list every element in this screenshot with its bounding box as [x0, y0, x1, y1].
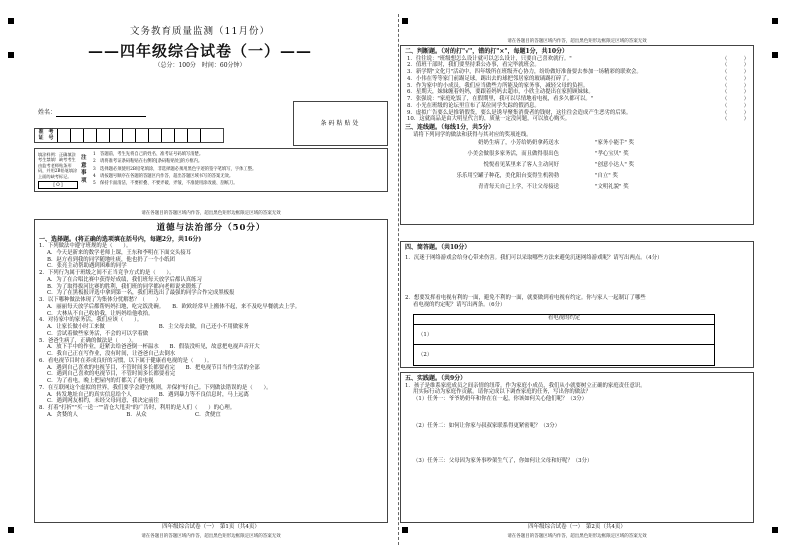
answer-option: C．尝试着做些家务活，不会的可以学着做 [47, 330, 149, 337]
id-cell[interactable] [135, 129, 148, 142]
fill-example: 填涂样例：正确填涂 [38, 152, 76, 157]
match-award[interactable]: "孝心宝贝" 奖 [595, 151, 629, 158]
table-row[interactable]: （1） [414, 325, 714, 345]
answer-bracket[interactable]: （ ） [722, 96, 749, 102]
registration-mark [8, 527, 14, 533]
exam-id-grid[interactable] [34, 128, 224, 143]
task-text: （2）任务二：如何让你家与叔叔家联系得更紧密呢？（3分） [413, 422, 561, 429]
judge-item [405, 76, 749, 83]
answer-option: A．遇到自己喜欢的电视节目，不管时间多长都要看完 B．把电视节目当作生活的全部 [47, 364, 260, 371]
question-text: 4．对待家中的家务活，我们应该（ ）。 [39, 317, 143, 324]
notice-label: 注意事项 [81, 155, 87, 185]
table-row[interactable]: （2） [418, 352, 433, 358]
judge-item [405, 116, 749, 123]
question-text: 8．打着"打折""买一送一""清仓大甩卖"的广告时，利用的是人们（ ）的心理。 [39, 405, 236, 412]
question-text: 1．孩子是维系家庭成员之间亲情的纽带。作为家庭小成员，我们从小就要树立正确的家庭责任意识。 [405, 382, 646, 389]
question-text: 6．看电视节目时在养成良好的习惯，以下属于健康看电视的是（ ）。 [39, 357, 213, 364]
answer-option: C．遇到网友相约，未经父母同意，我决定前往 [47, 398, 159, 405]
id-cell[interactable] [83, 129, 96, 142]
page-footer: 四年级综合试卷（一） 第1页（共4页） [162, 524, 260, 530]
judge-text: 10．这就商品是由大明星代言的，质量一定没问题，可以放心购买。 [407, 116, 571, 123]
section-title: 三、连线题。（每线1分，共5分） [405, 124, 495, 131]
mcq-list [39, 243, 383, 419]
match-behavior[interactable]: 小美会做很多家务活，而且做得很出色 [467, 151, 559, 158]
judge-text: 7．张强说："家庭吃饭了，在假期里，我可以尽情地看电视，看多久都可以。" [407, 96, 594, 102]
answer-bracket[interactable]: （ ） [722, 109, 749, 116]
id-cell[interactable] [70, 129, 83, 142]
match-behavior[interactable]: 青青每天自己上学，不让父母接送 [467, 184, 559, 191]
answer-option: B．赵方看到我的同学随地吐痰，他也扔了一个小纸团 [47, 256, 175, 263]
registration-mark [772, 52, 778, 58]
judge-item [405, 103, 749, 110]
answer-bracket[interactable]: （ ） [722, 75, 749, 82]
match-behavior[interactable]: 乐乐用空罐子种花，美化阳台变得生机勃勃 [456, 173, 559, 180]
match-award[interactable]: "自立" 奖 [595, 173, 618, 180]
match-left-column [409, 138, 559, 193]
section-title: 二、判断题。（对的打"√"，错的打"×"，每题1分，共10分） [405, 48, 569, 55]
name-field[interactable] [56, 116, 146, 117]
id-cell[interactable] [161, 129, 174, 142]
match-behavior[interactable]: 奶奶生病了，小芳给奶奶拿药送水 [467, 140, 559, 147]
registration-mark [8, 18, 14, 24]
notice-item: 1 答题前，考生先将自己的姓名、准考证号码填写清楚。 [93, 152, 204, 157]
answer-option: C．遇到自己喜欢的电视节目，不管时间多长都要看完 [47, 371, 176, 378]
answer-option: A．转发地址自己的真实信息给个人 B．遇到暴力等不良信息时，马上远离 [47, 391, 249, 398]
question-text: 2．下列行为属于班级之间不正当竞争方式的是（ ）。 [39, 270, 175, 277]
right-answer-area-bottom [400, 372, 754, 523]
judge-text: 6．星期天，妹妹缠着妈妈，要跟着妈妈去超市，小欣主动提出在家照顾妹妹。 [407, 89, 594, 96]
part-title: 道德与法治部分（50分） [156, 223, 266, 233]
id-cell[interactable] [148, 129, 161, 142]
id-cell[interactable] [187, 129, 200, 142]
match-award[interactable]: "文明礼貌" 奖 [595, 184, 629, 191]
exam-meta: （总分：100分 时间：60分钟） [154, 62, 246, 69]
instructions-box [34, 148, 388, 192]
right-answer-area-mid [400, 241, 754, 368]
answer-option: A．为了在合唱比赛中获得好成绩，我们班每天放学后都认真练习 [47, 276, 202, 283]
judge-text: 1．往往说："班级想怎么设计就可以怎么设计，只要自己喜欢就行。" [407, 55, 572, 62]
barcode-box [293, 101, 388, 146]
judge-text: 4．小伟在等等家门前踢足球，踢出去的球把邻居家的玻璃踢打碎了。 [407, 75, 573, 82]
judge-item [405, 69, 749, 76]
judge-item [405, 96, 749, 103]
area-notice: 请在各题目的答题区域内作答，超出黑色矩形边框限定区域的答案无效 [141, 534, 281, 539]
answer-option: C．为了看电，晚上把屋内的灯都关了看电视 [47, 378, 154, 385]
task-text: （1）任务一：爷爷奶奶年和你在在一起，你该如何关心他们呢？（3分） [413, 396, 587, 402]
answer-bracket[interactable]: （ ） [722, 116, 749, 123]
match-behavior[interactable]: 悦悦看见某里来了客人主动问好 [472, 162, 559, 169]
absent-box[interactable]: [ O ] [38, 181, 78, 188]
question-text: 7．在互联网这个虚拟的世界，我们要学会遵守规则，并保护好自己。下列做法错误的是（ ）。 [39, 384, 272, 391]
question-text: 5．爸爸生病了，正确的做法是（ ）。 [39, 337, 137, 344]
match-award[interactable]: "创意小达人" 奖 [595, 162, 635, 169]
answer-bracket[interactable]: （ ） [722, 62, 749, 69]
id-cell[interactable] [200, 129, 213, 142]
area-notice: 请在各题目的答题区域内作答，超出黑色矩形边框限定区域的答案无效 [141, 211, 281, 216]
answer-bracket[interactable]: （ ） [722, 82, 749, 89]
agency-title: 文务教育质量监测（11月份） [129, 26, 271, 37]
agreement-table[interactable] [413, 314, 715, 366]
judge-text: 8．小光在班级的论坛里宣布了某位同学失踪的假消息。 [407, 102, 540, 109]
section-title: 四、简答题。（共10分） [405, 244, 471, 251]
answer-bracket[interactable]: （ ） [722, 55, 749, 62]
id-label: 证 号 [38, 134, 54, 141]
question-text: 用实际行动为家庭作贡献。请你完成以下调查家庭的任务，写出你的做法？ [413, 389, 591, 396]
notice-item: 4 请按题号顺序在各题的答题区内作答，超出答题区域书写的答案无效。 [93, 173, 234, 179]
answer-option: A．今天是新来的数学老师上课，王东和李明在下面交头接耳 [47, 249, 192, 256]
notice-item: 2 请将准考证条码粘贴在右侧的[条码粘贴处]的方框内。 [93, 159, 203, 165]
judge-text: 5．作为家中的小成员，我们应当做些力所能及的家务事，减轻父母的负担。 [407, 82, 589, 89]
judge-item [405, 62, 749, 69]
answer-option: A．放下手中的作业，赶紧去给爸爸倒一杯温水 B．假装没听见，故意把电视声音开大 [47, 344, 260, 351]
exam-title: ——四年级综合试卷（一）—— [87, 42, 312, 60]
question-text: 3．以下哪种做法体现了为集体分忧解愁？（ ） [39, 297, 162, 304]
barcode-label: 条码粘贴处 [320, 119, 361, 127]
name-label: 姓名： [38, 109, 57, 116]
answer-bracket[interactable]: （ ） [722, 69, 749, 75]
judge-list [405, 56, 749, 124]
match-intro: 请将下列同学的做法和获得与其对应的奖项连线。 [413, 131, 532, 138]
answer-bracket[interactable]: （ ） [722, 102, 749, 109]
id-cell[interactable] [122, 129, 135, 142]
match-right-column [595, 138, 634, 193]
section-title: 五、实践题。（共9分） [405, 375, 467, 382]
area-notice: 请在各题目的答题区域内作答，超出黑色矩形边框限定区域的答案无效 [507, 39, 647, 44]
registration-mark [772, 527, 778, 533]
registration-mark [772, 18, 778, 24]
right-answer-area-top [400, 45, 754, 225]
section-title: 一、选择题。(将正确的选项填在括号内，每题2分，共16分) [39, 235, 202, 243]
absent-warning: 考生禁填！缺考考生由监考老师贴条形码，并用2B铅笔填涂上面的缺考标记。 [38, 157, 78, 179]
table-header: 看电视的约定 [414, 315, 714, 325]
answer-option: A．让家长做小时工来做 B．主父母去做，自己还小不用做家务 [47, 324, 249, 331]
area-notice: 请在各题目的答题区域内作答，超出黑色矩形边框限定区域的答案无效 [507, 534, 647, 539]
question-text: 2．想要发挥看电视有利的一面，避免不利的一面，就要做到看电视有约定。你与家人一起制订了哪些 [405, 295, 646, 302]
id-cell[interactable] [57, 129, 70, 142]
id-cell[interactable] [174, 129, 187, 142]
registration-mark [402, 18, 408, 24]
answer-option: B．为了取得拔河比赛的胜利，我们班的同学都向老师说来锻炼了 [47, 283, 202, 290]
judge-item [405, 89, 749, 96]
judge-text: 3．新学期"文化月"活动中，四年级所在班级齐心协力，纷纷做好准备要去参加一场精彩的联欢会。 [407, 69, 642, 75]
question-text: 1．沉迷于网络游戏会给身心带来伤害。我们可以采取哪些方法来避免沉迷网络游戏呢？请写出两点。（4分） [405, 254, 663, 261]
id-label: 准 考 [38, 129, 54, 135]
question-text: 1．下列做法中遵守班规的是（ ）。 [39, 243, 132, 250]
judge-text: 9．虚拟广告要么是推销假货，要么是诱导聚集消费者的钱财，这往往会造成产生恶劣的后果。 [407, 109, 632, 116]
page-footer: 四年级综合试卷（一） 第2页（共4页） [528, 524, 626, 530]
judge-text: 2．值班干部时，我们要坚持秉公办事，看完毕就班会。 [407, 62, 540, 69]
id-cell[interactable] [109, 129, 122, 142]
answer-option: C．我自己正在写作业，没有时间，让爸爸自己去倒水 [47, 351, 176, 358]
match-award[interactable]: "家务小能手" 奖 [595, 140, 635, 147]
fold-line [398, 14, 399, 545]
id-cell[interactable] [96, 129, 109, 142]
task-text: （3）任务三：父母因为家务事吵架生气了，你如何让父母和好呢？（3分） [413, 457, 593, 464]
answer-bracket[interactable]: （ ） [722, 89, 749, 96]
notice-item: 3 选择题必须使用2B铅笔填涂，非选择题必须用黑色字迹的签字笔填写，字体工整。 [93, 166, 257, 172]
answer-option: C．大林从不自己收拾我，让妈妈给他收拾。 [47, 310, 154, 317]
answer-option: A．丽丽每天放学后都帮妈妈扫地，吃完饭洗碗。 B．欧欧经常早上搬体不起，来不及吃早餐就去上学。 [47, 303, 301, 310]
notice-item: 5 保持卡面清洁，不要折叠、不要弄破、弄皱，不准使用涂改液、刮纸刀。 [93, 181, 238, 187]
question-text: 看电视的约定呢？请写出两条。（6分） [413, 302, 506, 308]
answer-option: C．张亮主动帮助遇到困难的同学 [47, 263, 127, 270]
registration-mark [8, 52, 14, 58]
answer-option: C．为了在黑板报评选中拿到第一名，我们班选出了最强的同学合作完成黑板报 [47, 290, 235, 297]
left-answer-area [34, 219, 388, 523]
answer-option: A．贪婪的人 B．从众 C．贪便宜 [47, 411, 221, 418]
